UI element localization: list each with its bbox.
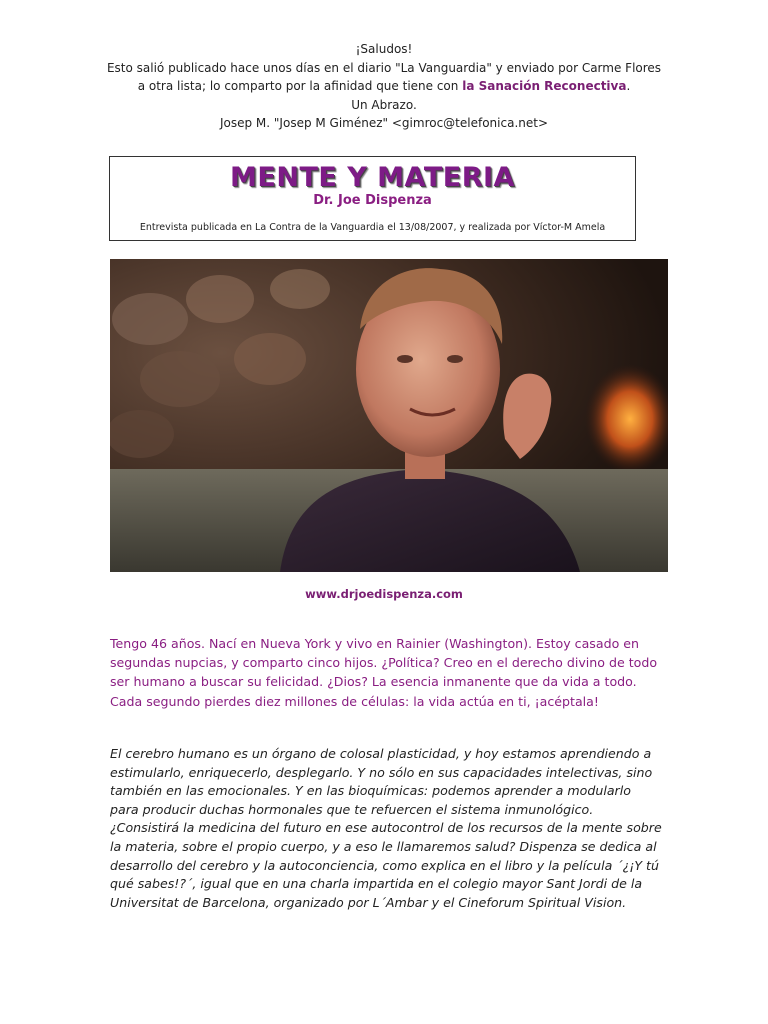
article-title: MENTE Y MATERIA bbox=[230, 162, 515, 193]
article-header-box bbox=[109, 156, 636, 241]
body-paragraph: El cerebro humano es un órgano de colosal plasticidad, y hoy estamos aprendiendo a estimularlo, enriquecerlo, desplegarlo. Y no sólo en sus capacidades intelectivas, sino también en las emocionales. Y en las bioquímicas: podemos aprender a modularlo para producir duchas hormonales que te refuercen el sistema inmunológico. ¿Consistirá la medicina del futuro en ese autocontrol de los recursos de la mente sobre la materia, sobre el propio cuerpo, y a eso le llamaremos salud? Dispenza se dedica al desarrollo del cerebro y la autoconciencia, como explica en el libro y la película ´¿¡Y tú qué sabes!?´, igual que en una charla impartida en el colegio mayor Sant Jordi de la Universitat de Barcelona, organizado por L´Ambar y el Cineforum Spiritual Vision. bbox=[110, 746, 662, 910]
article-subtitle: Dr. Joe Dispenza bbox=[313, 193, 432, 208]
lead-paragraph: Tengo 46 años. Nací en Nueva York y vivo en Rainier (Washington). Estoy casado en segundas nupcias, y comparto cinco hijos. ¿Política? Creo en el derecho divino de todo ser humano a buscar su felicidad. ¿Dios? La esencia inmanente que da vida a todo. Cada segundo pierdes diez millones de células: la vida actúa en ti, ¡acéptala! bbox=[110, 636, 658, 709]
reconnective-healing-highlight: la Sanación Reconectiva bbox=[462, 79, 627, 93]
intro-line-1: Esto salió publicado hace unos días en el diario "La Vanguardia" y enviado por Carme Flores bbox=[106, 60, 662, 75]
intro-message bbox=[0, 40, 768, 133]
portrait-photo bbox=[110, 259, 668, 572]
website-link[interactable]: www.drjoedispenza.com bbox=[305, 587, 463, 601]
hug-line: Un Abrazo. bbox=[351, 97, 417, 112]
intro-line-2 bbox=[0, 77, 768, 96]
intro-line-2-suffix: . bbox=[626, 79, 631, 93]
signature: Josep M. "Josep M Giménez" <gimroc@telefonica.net> bbox=[219, 116, 549, 130]
article-byline: Entrevista publicada en La Contra de la Vanguardia el 13/08/2007, y realizada por Víctor-M Amela bbox=[139, 222, 606, 233]
greeting: ¡Saludos! bbox=[355, 42, 413, 56]
portrait-illustration bbox=[110, 259, 668, 572]
intro-line-2-prefix: a otra lista; lo comparto por la afinidad que tiene con bbox=[137, 79, 463, 93]
